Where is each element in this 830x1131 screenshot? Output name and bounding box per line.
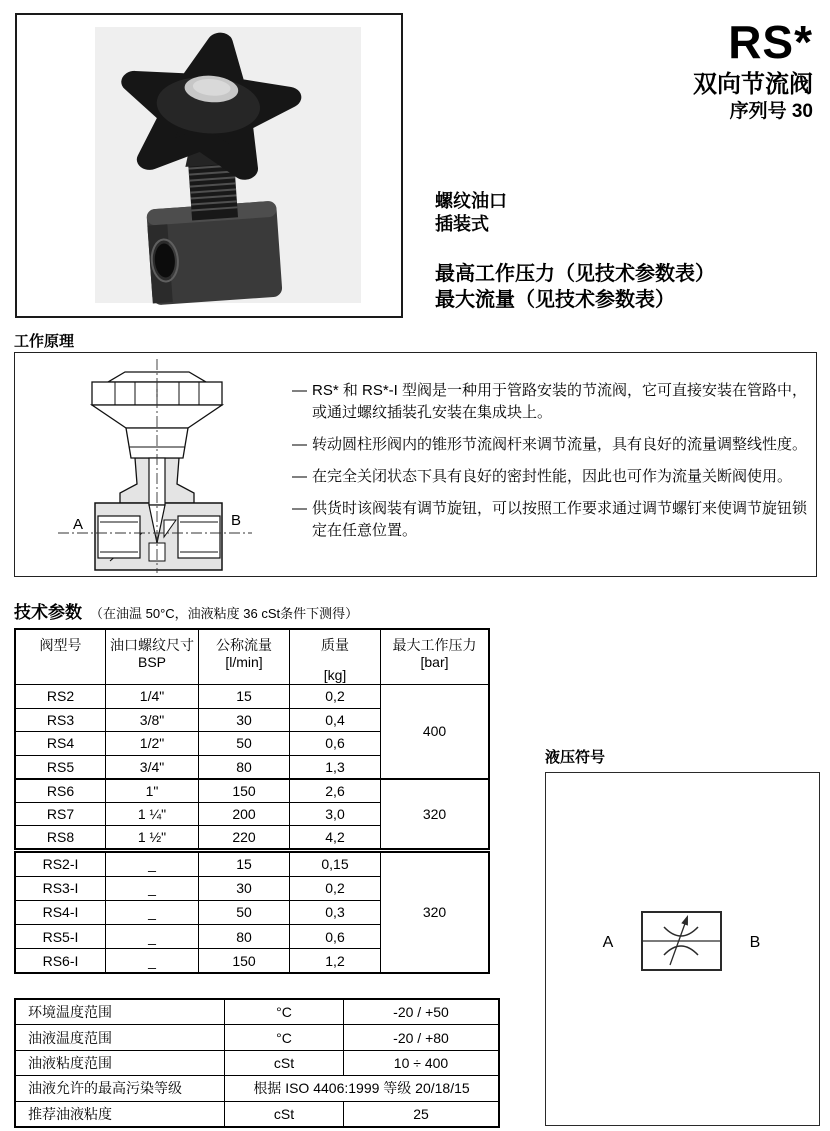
col-header-model: 阀型号 (15, 629, 106, 685)
cell-mass: 0,4 (290, 708, 381, 732)
cell-flow: 30 (199, 876, 290, 900)
cell-label: 推荐油液粘度 (15, 1101, 225, 1127)
cell-pressure-group: 320 (381, 852, 490, 973)
bullet-dash: — (292, 382, 307, 399)
cell-model: RS3-I (15, 876, 106, 900)
hydraulic-symbol-diagram (545, 860, 818, 990)
table-row (15, 1076, 499, 1101)
cell-flow: 15 (199, 852, 290, 876)
table-row (15, 999, 499, 1025)
cell-flow: 50 (199, 732, 290, 756)
cell-label: 油液粘度范围 (15, 1050, 225, 1075)
cell-pressure-group: 320 (381, 779, 490, 850)
cell-unit: °C (225, 999, 344, 1025)
cell-bsp: 3/8" (106, 708, 199, 732)
cell-flow: 150 (199, 949, 290, 973)
cell-unit: °C (225, 1025, 344, 1050)
cell-bsp: 1 ¼" (106, 802, 199, 826)
cell-mass: 1,2 (290, 949, 381, 973)
cell-label: 油液温度范围 (15, 1025, 225, 1050)
throttle-arc-lower (664, 946, 698, 955)
table-row (15, 1050, 499, 1075)
cell-value: -20 / +50 (344, 999, 500, 1025)
cell-model: RS6-I (15, 949, 106, 973)
conditions-table (14, 998, 500, 1128)
cell-unit: cSt (225, 1101, 344, 1127)
table-row (15, 1025, 499, 1050)
spec-table-rs (14, 628, 490, 850)
title-block (693, 18, 813, 122)
cell-flow: 30 (199, 708, 290, 732)
cell-model: RS3 (15, 708, 106, 732)
spec-lines (435, 261, 715, 313)
bullet-text: 供货时该阀装有调节旋钮，可以按照工作要求通过调节螺钉来使调节旋钮锁定在任意位置。 (312, 500, 808, 539)
spec-line: 最大流量（见技术参数表） (435, 289, 675, 311)
bullet-dash: — (292, 500, 307, 517)
bullet-dash: — (292, 468, 307, 485)
cell-bsp: _ (106, 852, 199, 876)
cell-bsp: 1/2" (106, 732, 199, 756)
cell-bsp: _ (106, 925, 199, 949)
product-photo (17, 15, 401, 316)
cell-model: RS6 (15, 779, 106, 803)
cell-model: RS7 (15, 802, 106, 826)
cell-mass: 1,3 (290, 755, 381, 779)
page-title: RS* (728, 16, 813, 68)
cell-value: 25 (344, 1101, 500, 1127)
bullet-dash: — (292, 436, 307, 453)
cell-flow: 80 (199, 755, 290, 779)
cell-flow: 15 (199, 685, 290, 709)
product-photo-frame (15, 13, 403, 318)
bullet-text: 转动圆柱形阀内的锥形节流阀杆来调节流量，具有良好的流量调整线性度。 (312, 436, 808, 453)
spec-table-rs-i (14, 851, 490, 974)
drawing-port-b-label: B (230, 512, 242, 529)
cell-mass: 0,2 (290, 685, 381, 709)
bullet-text: RS* 和 RS*-I 型阀是一种用于管路安装的节流阀，它可直接安装在管路中，或通过螺纹插装孔安装在集成块上。 (312, 382, 808, 421)
cell-bsp: _ (106, 949, 199, 973)
cell-mass: 0,15 (290, 852, 381, 876)
cell-mass: 4,2 (290, 826, 381, 850)
intro-block (435, 190, 715, 313)
cell-pressure-group: 400 (381, 685, 490, 779)
tech-params-title: 技术参数 (14, 603, 82, 622)
drawing-port-a-label: A (72, 516, 84, 533)
cell-model: RS2 (15, 685, 106, 709)
table-row (15, 685, 489, 709)
cell-bsp: 1/4" (106, 685, 199, 709)
cell-bsp: 3/4" (106, 755, 199, 779)
cell-bsp: 1 ½" (106, 826, 199, 850)
bullet-item (292, 466, 816, 488)
col-header-pressure: 最大工作压力 [bar] (381, 629, 490, 685)
bullet-text: 在完全关闭状态下具有良好的密封性能，因此也可作为流量关断阀使用。 (312, 468, 793, 485)
table-header-row (15, 629, 489, 685)
cell-label: 油液允许的最高污染等级 (15, 1076, 225, 1101)
cell-label: 环境温度范围 (15, 999, 225, 1025)
valve-type-title: 双向节流阀 (693, 71, 813, 99)
cell-bsp: 1" (106, 779, 199, 803)
cell-mass: 0,3 (290, 900, 381, 924)
cell-mass: 2,6 (290, 779, 381, 803)
col-header-bsp: 油口螺纹尺寸 BSP (106, 629, 199, 685)
spec-line: 最高工作压力（见技术参数表） (435, 263, 715, 285)
cell-mass: 3,0 (290, 802, 381, 826)
cell-bsp: _ (106, 876, 199, 900)
col-header-mass: 质量 [kg] (290, 629, 381, 685)
working-principle-bullets (292, 380, 816, 552)
tech-params-heading (14, 598, 358, 623)
cell-model: RS8 (15, 826, 106, 850)
cell-bsp: _ (106, 900, 199, 924)
cell-model: RS5 (15, 755, 106, 779)
cell-model: RS2-I (15, 852, 106, 876)
table-row (15, 779, 489, 803)
feature-line: 插装式 (435, 214, 489, 234)
series-number: 序列号 30 (729, 101, 813, 123)
hydraulic-symbol-heading: 液压符号 (545, 749, 606, 766)
cell-mass: 0,2 (290, 876, 381, 900)
port-right (178, 516, 220, 558)
symbol-port-a-label: A (602, 934, 614, 951)
cell-mass: 0,6 (290, 925, 381, 949)
adjust-arrow-head (681, 915, 688, 926)
cell-mass: 0,6 (290, 732, 381, 756)
tech-params-note: （在油温 50°C，油液粘度 36 cSt条件下测得） (90, 606, 359, 621)
cell-flow: 200 (199, 802, 290, 826)
bullet-item (292, 380, 816, 424)
col-header-flow: 公称流量 [l/min] (199, 629, 290, 685)
cell-model: RS5-I (15, 925, 106, 949)
bullet-item (292, 498, 816, 542)
cell-flow: 150 (199, 779, 290, 803)
feature-line: 螺纹油口 (435, 191, 507, 211)
cell-unit: cSt (225, 1050, 344, 1075)
bullet-item (292, 434, 816, 456)
working-principle-heading: 工作原理 (14, 333, 75, 350)
table-row (15, 852, 489, 876)
cell-value: -20 / +80 (344, 1025, 500, 1050)
port-left (98, 516, 140, 558)
cell-value: 10 ÷ 400 (344, 1050, 500, 1075)
cell-model: RS4 (15, 732, 106, 756)
cell-flow: 80 (199, 925, 290, 949)
table-row (15, 1101, 499, 1127)
symbol-port-b-label: B (749, 934, 761, 951)
cell-merged-value: 根据 ISO 4406:1999 等级 20/18/15 (225, 1076, 500, 1101)
valve-section-drawing (30, 357, 265, 575)
cell-flow: 50 (199, 900, 290, 924)
cell-model: RS4-I (15, 900, 106, 924)
cell-flow: 220 (199, 826, 290, 850)
